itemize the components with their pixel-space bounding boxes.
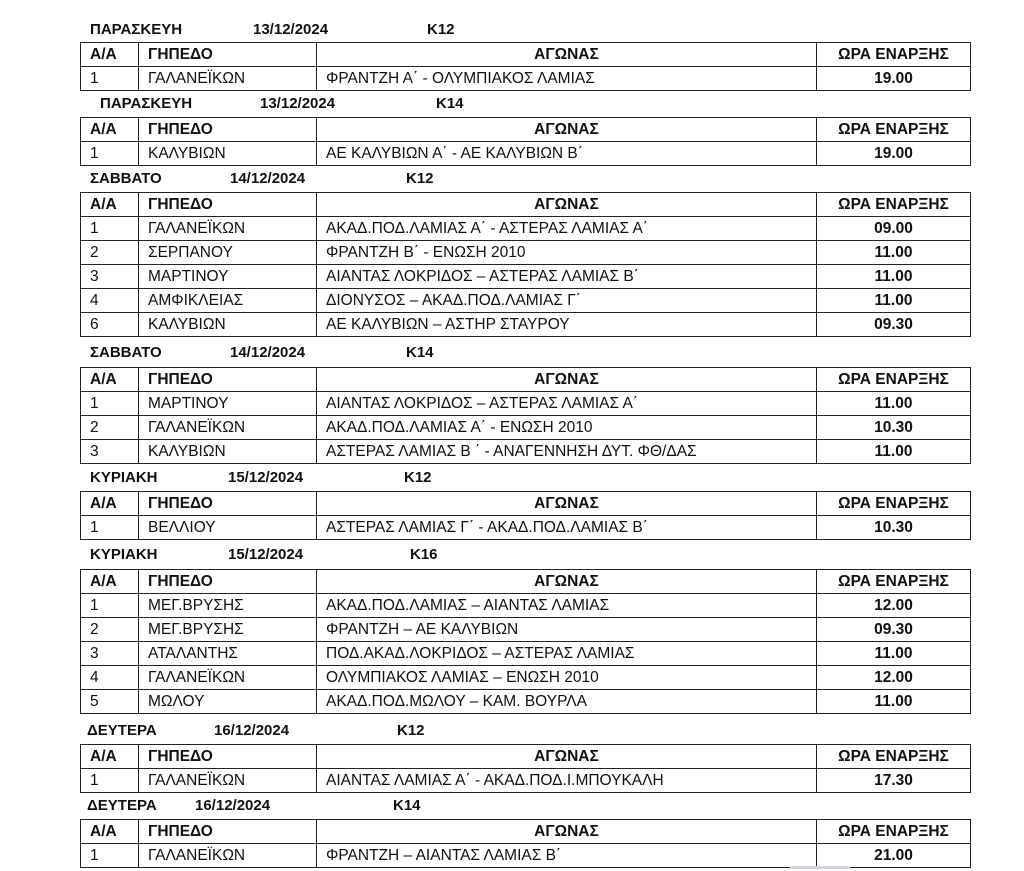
aa-header: Α/Α	[81, 745, 139, 769]
table-row	[81, 313, 971, 337]
aa-header: Α/Α	[81, 193, 139, 217]
time-cell: 11.00	[817, 289, 971, 313]
table-header-row	[81, 820, 971, 844]
match-cell: ΑΚΑΔ.ΠΟΔ.ΛΑΜΙΑΣ Α΄ - ΑΣΤΕΡΑΣ ΛΑΜΙΑΣ Α΄	[317, 217, 817, 241]
aa-cell: 4	[81, 289, 139, 313]
table-header-row	[81, 368, 971, 392]
time-header: ΩΡΑ ΕΝΑΡΞΗΣ	[817, 492, 971, 516]
match-cell: ΑΚΑΔ.ΠΟΔ.ΜΩΛΟΥ – ΚΑΜ. ΒΟΥΡΛΑ	[317, 690, 817, 714]
table-header-row	[81, 745, 971, 769]
table-row	[81, 241, 971, 265]
match-cell: ΑΚΑΔ.ΠΟΔ.ΛΑΜΙΑΣ Α΄ - ΕΝΩΣΗ 2010	[317, 416, 817, 440]
aa-header: Α/Α	[81, 118, 139, 142]
table-row	[81, 67, 971, 91]
aa-header: Α/Α	[81, 43, 139, 67]
venue-cell: ΓΑΛΑΝΕΪΚΩΝ	[139, 844, 317, 868]
venue-cell: ΣΕΡΠΑΝΟΥ	[139, 241, 317, 265]
day-label: ΔΕΥΤΕΡΑ	[87, 722, 157, 739]
venue-cell: ΓΑΛΑΝΕΪΚΩΝ	[139, 666, 317, 690]
category-label: Κ12	[427, 21, 455, 38]
time-cell: 19.00	[817, 67, 971, 91]
time-cell: 21.00	[817, 844, 971, 868]
table-row	[81, 416, 971, 440]
time-header: ΩΡΑ ΕΝΑΡΞΗΣ	[817, 43, 971, 67]
table-row	[81, 769, 971, 793]
venue-header: ΓΗΠΕΔΟ	[139, 193, 317, 217]
category-label: Κ12	[406, 170, 434, 187]
fixture-table	[80, 744, 971, 793]
venue-cell: ΓΑΛΑΝΕΪΚΩΝ	[139, 217, 317, 241]
venue-cell: ΑΤΑΛΑΝΤΗΣ	[139, 642, 317, 666]
table-header-row	[81, 492, 971, 516]
date-label: 16/12/2024	[214, 722, 290, 739]
fixture-table	[80, 569, 971, 714]
time-header: ΩΡΑ ΕΝΑΡΞΗΣ	[817, 570, 971, 594]
table-row	[81, 440, 971, 464]
day-label: ΔΕΥΤΕΡΑ	[87, 797, 157, 814]
category-label: Κ12	[404, 469, 432, 486]
venue-cell: ΜΑΡΤΙΝΟΥ	[139, 265, 317, 289]
table-row	[81, 594, 971, 618]
fixture-table	[80, 42, 971, 91]
match-cell: ΑΙΑΝΤΑΣ ΛΑΜΙΑΣ Α΄ - ΑΚΑΔ.ΠΟΔ.Ι.ΜΠΟΥΚΑΛΗ	[317, 769, 817, 793]
table-row	[81, 265, 971, 289]
venue-cell: ΓΑΛΑΝΕΪΚΩΝ	[139, 416, 317, 440]
time-cell: 10.30	[817, 416, 971, 440]
fixture-table	[80, 192, 971, 337]
match-cell: ΦΡΑΝΤΖΗ Α΄ - ΟΛΥΜΠΙΑΚΟΣ ΛΑΜΙΑΣ	[317, 67, 817, 91]
venue-cell: ΚΑΛΥΒΙΩΝ	[139, 313, 317, 337]
time-cell: 11.00	[817, 690, 971, 714]
time-cell: 11.00	[817, 392, 971, 416]
time-cell: 19.00	[817, 142, 971, 166]
time-cell: 09.30	[817, 618, 971, 642]
date-label: 15/12/2024	[228, 546, 304, 563]
venue-cell: ΓΑΛΑΝΕΪΚΩΝ	[139, 769, 317, 793]
aa-cell: 2	[81, 241, 139, 265]
match-cell: ΦΡΑΝΤΖΗ Β΄ - ΕΝΩΣΗ 2010	[317, 241, 817, 265]
time-cell: 11.00	[817, 265, 971, 289]
date-label: 13/12/2024	[260, 95, 336, 112]
fixture-table	[80, 367, 971, 464]
match-header: ΑΓΩΝΑΣ	[317, 570, 817, 594]
match-header: ΑΓΩΝΑΣ	[317, 745, 817, 769]
match-cell: ΟΛΥΜΠΙΑΚΟΣ ΛΑΜΙΑΣ – ΕΝΩΣΗ 2010	[317, 666, 817, 690]
date-label: 14/12/2024	[230, 344, 306, 361]
aa-cell: 1	[81, 769, 139, 793]
venue-cell: ΜΩΛΟΥ	[139, 690, 317, 714]
scan-artifact	[790, 866, 850, 869]
table-row	[81, 690, 971, 714]
time-cell: 12.00	[817, 666, 971, 690]
venue-header: ΓΗΠΕΔΟ	[139, 43, 317, 67]
date-label: 16/12/2024	[195, 797, 271, 814]
match-cell: ΑΣΤΕΡΑΣ ΛΑΜΙΑΣ Γ΄ - ΑΚΑΔ.ΠΟΔ.ΛΑΜΙΑΣ Β΄	[317, 516, 817, 540]
aa-cell: 1	[81, 392, 139, 416]
aa-cell: 1	[81, 594, 139, 618]
time-header: ΩΡΑ ΕΝΑΡΞΗΣ	[817, 368, 971, 392]
aa-cell: 1	[81, 844, 139, 868]
day-label: ΠΑΡΑΣΚΕΥΗ	[90, 21, 183, 38]
venue-cell: ΜΕΓ.ΒΡΥΣΗΣ	[139, 618, 317, 642]
match-cell: ΑΕ ΚΑΛΥΒΙΩΝ Α΄ - ΑΕ ΚΑΛΥΒΙΩΝ Β΄	[317, 142, 817, 166]
category-label: Κ12	[397, 722, 425, 739]
day-label: ΣΑΒΒΑΤΟ	[90, 344, 162, 361]
table-row	[81, 516, 971, 540]
venue-cell: ΜΑΡΤΙΝΟΥ	[139, 392, 317, 416]
date-label: 13/12/2024	[253, 21, 329, 38]
time-header: ΩΡΑ ΕΝΑΡΞΗΣ	[817, 193, 971, 217]
table-row	[81, 142, 971, 166]
day-label: ΚΥΡΙΑΚΗ	[90, 546, 158, 563]
match-header: ΑΓΩΝΑΣ	[317, 43, 817, 67]
fixture-table	[80, 491, 971, 540]
venue-header: ΓΗΠΕΔΟ	[139, 368, 317, 392]
match-cell: ΔΙΟΝΥΣΟΣ – ΑΚΑΔ.ΠΟΔ.ΛΑΜΙΑΣ Γ΄	[317, 289, 817, 313]
aa-cell: 2	[81, 618, 139, 642]
day-label: ΣΑΒΒΑΤΟ	[90, 170, 162, 187]
aa-header: Α/Α	[81, 368, 139, 392]
match-cell: ΑΕ ΚΑΛΥΒΙΩΝ – ΑΣΤΗΡ ΣΤΑΥΡΟΥ	[317, 313, 817, 337]
time-cell: 11.00	[817, 241, 971, 265]
venue-header: ΓΗΠΕΔΟ	[139, 570, 317, 594]
match-cell: ΦΡΑΝΤΖΗ – ΑΙΑΝΤΑΣ ΛΑΜΙΑΣ Β΄	[317, 844, 817, 868]
time-cell: 10.30	[817, 516, 971, 540]
match-header: ΑΓΩΝΑΣ	[317, 118, 817, 142]
aa-cell: 1	[81, 67, 139, 91]
time-cell: 11.00	[817, 440, 971, 464]
table-row	[81, 618, 971, 642]
time-cell: 09.00	[817, 217, 971, 241]
venue-cell: ΚΑΛΥΒΙΩΝ	[139, 440, 317, 464]
time-header: ΩΡΑ ΕΝΑΡΞΗΣ	[817, 745, 971, 769]
day-label: ΚΥΡΙΑΚΗ	[90, 469, 158, 486]
venue-cell: ΒΕΛΛΙΟΥ	[139, 516, 317, 540]
table-row	[81, 392, 971, 416]
aa-cell: 4	[81, 666, 139, 690]
match-cell: ΦΡΑΝΤΖΗ – ΑΕ ΚΑΛΥΒΙΩΝ	[317, 618, 817, 642]
table-header-row	[81, 118, 971, 142]
aa-cell: 3	[81, 440, 139, 464]
time-header: ΩΡΑ ΕΝΑΡΞΗΣ	[817, 118, 971, 142]
time-cell: 09.30	[817, 313, 971, 337]
match-header: ΑΓΩΝΑΣ	[317, 820, 817, 844]
match-header: ΑΓΩΝΑΣ	[317, 193, 817, 217]
aa-header: Α/Α	[81, 492, 139, 516]
aa-cell: 6	[81, 313, 139, 337]
fixture-table	[80, 819, 971, 868]
venue-cell: ΜΕΓ.ΒΡΥΣΗΣ	[139, 594, 317, 618]
match-cell: ΑΙΑΝΤΑΣ ΛΟΚΡΙΔΟΣ – ΑΣΤΕΡΑΣ ΛΑΜΙΑΣ Β΄	[317, 265, 817, 289]
venue-cell: ΚΑΛΥΒΙΩΝ	[139, 142, 317, 166]
venue-header: ΓΗΠΕΔΟ	[139, 820, 317, 844]
match-cell: ΑΣΤΕΡΑΣ ΛΑΜΙΑΣ Β ΄ - ΑΝΑΓΕΝΝΗΣΗ ΔΥΤ. ΦΘ/ΔΑΣ	[317, 440, 817, 464]
aa-cell: 3	[81, 265, 139, 289]
aa-header: Α/Α	[81, 820, 139, 844]
table-header-row	[81, 570, 971, 594]
time-cell: 11.00	[817, 642, 971, 666]
category-label: Κ16	[410, 546, 438, 563]
table-row	[81, 844, 971, 868]
aa-cell: 3	[81, 642, 139, 666]
match-cell: ΑΚΑΔ.ΠΟΔ.ΛΑΜΙΑΣ – ΑΙΑΝΤΑΣ ΛΑΜΙΑΣ	[317, 594, 817, 618]
date-label: 14/12/2024	[230, 170, 306, 187]
table-row	[81, 642, 971, 666]
table-row	[81, 666, 971, 690]
match-header: ΑΓΩΝΑΣ	[317, 492, 817, 516]
venue-cell: ΑΜΦΙΚΛΕΙΑΣ	[139, 289, 317, 313]
venue-header: ΓΗΠΕΔΟ	[139, 492, 317, 516]
table-header-row	[81, 43, 971, 67]
aa-cell: 2	[81, 416, 139, 440]
venue-header: ΓΗΠΕΔΟ	[139, 118, 317, 142]
aa-cell: 1	[81, 516, 139, 540]
time-header: ΩΡΑ ΕΝΑΡΞΗΣ	[817, 820, 971, 844]
table-row	[81, 217, 971, 241]
table-row	[81, 289, 971, 313]
time-cell: 17.30	[817, 769, 971, 793]
aa-header: Α/Α	[81, 570, 139, 594]
table-header-row	[81, 193, 971, 217]
match-cell: ΠΟΔ.ΑΚΑΔ.ΛΟΚΡΙΔΟΣ – ΑΣΤΕΡΑΣ ΛΑΜΙΑΣ	[317, 642, 817, 666]
day-label: ΠΑΡΑΣΚΕΥΗ	[100, 95, 193, 112]
venue-header: ΓΗΠΕΔΟ	[139, 745, 317, 769]
date-label: 15/12/2024	[228, 469, 304, 486]
match-header: ΑΓΩΝΑΣ	[317, 368, 817, 392]
category-label: Κ14	[406, 344, 434, 361]
match-cell: ΑΙΑΝΤΑΣ ΛΟΚΡΙΔΟΣ – ΑΣΤΕΡΑΣ ΛΑΜΙΑΣ Α΄	[317, 392, 817, 416]
aa-cell: 5	[81, 690, 139, 714]
aa-cell: 1	[81, 142, 139, 166]
venue-cell: ΓΑΛΑΝΕΪΚΩΝ	[139, 67, 317, 91]
category-label: Κ14	[393, 797, 421, 814]
category-label: Κ14	[436, 95, 464, 112]
time-cell: 12.00	[817, 594, 971, 618]
aa-cell: 1	[81, 217, 139, 241]
fixture-table	[80, 117, 971, 166]
